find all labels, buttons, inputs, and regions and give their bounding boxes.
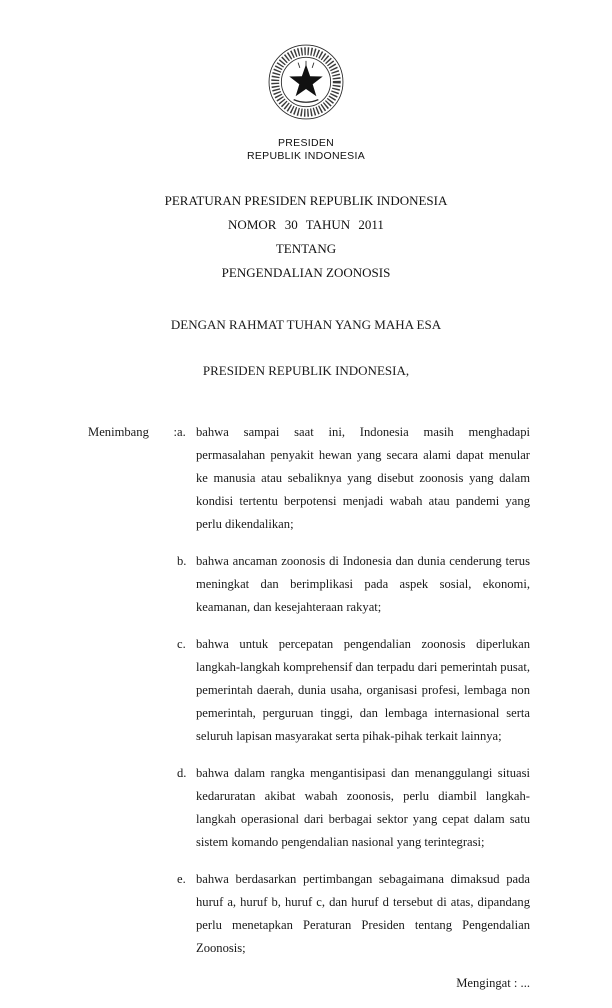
item-text: bahwa dalam rangka mengantisipasi dan menanggulangi situasi kedaruratan akibat wabah zoonosis, perlu diambil langkah-langkah operasional dari berbagai sektor yang cepat dalam satu sistem komando pengendalian nasional yang terintegrasi; — [196, 766, 530, 849]
considering-items — [177, 421, 530, 960]
title-line-subject: PENGENDALIAN ZOONOSIS — [221, 265, 391, 280]
letterhead — [0, 137, 612, 163]
item-letter: a. — [177, 425, 186, 439]
item-letter: d. — [177, 766, 187, 780]
item-text: bahwa ancaman zoonosis di Indonesia dan dunia cenderung terus meningkat dan berimplikasi pada aspek sosial, ekonomi, keamanan, dan kesejahteraan rakyat; — [196, 554, 530, 614]
considering-section — [0, 421, 612, 960]
considering-item-c — [177, 633, 530, 748]
presidential-seal-graphic — [262, 38, 350, 126]
title-line-peraturan: PERATURAN PRESIDEN REPUBLIK INDONESIA — [164, 193, 448, 208]
title-line-tentang: TENTANG — [275, 241, 337, 256]
item-text: bahwa berdasarkan pertimbangan sebagaimana dimaksud pada huruf a, huruf b, huruf c, dan huruf d tersebut di atas, dipandang perlu menetapkan Peraturan Presiden tentang Pengendalian Zoonosis; — [196, 872, 530, 955]
considering-item-d — [177, 762, 530, 854]
item-text: bahwa untuk percepatan pengendalian zoonosis diperlukan langkah-langkah komprehensif dan terpadu dari pemerintah pusat, pemerintah daerah, dunia usaha, organisasi profesi, lembaga non pemerintah, perguruan tinggi, dan lembaga internasional serta seluruh lapisan masyarakat serta pihak-pihak terkait lainnya; — [196, 637, 530, 743]
letterhead-line-republik: REPUBLIK INDONESIA — [246, 150, 365, 162]
considering-label-separator: : — [173, 425, 177, 439]
considering-label — [88, 421, 177, 444]
item-letter: b. — [177, 554, 187, 568]
item-letter: e. — [177, 872, 186, 886]
considering-item-e — [177, 868, 530, 960]
invocation-line: DENGAN RAHMAT TUHAN YANG MAHA ESA — [170, 317, 442, 332]
authority-line: PRESIDEN REPUBLIK INDONESIA, — [202, 363, 410, 378]
considering-label-text: Menimbang — [88, 425, 149, 439]
item-letter: c. — [177, 637, 186, 651]
star-icon — [289, 64, 322, 96]
catchword-mengingat: Mengingat : ... — [456, 976, 530, 990]
regulation-title — [0, 189, 612, 285]
considering-item-b — [177, 550, 530, 619]
presidential-seal — [0, 0, 612, 131]
considering-item-a — [177, 421, 530, 536]
title-line-nomor: NOMOR 30 TAHUN 2011 — [228, 217, 384, 232]
item-text: bahwa sampai saat ini, Indonesia masih menghadapi permasalahan penyakit hewan yang secara alami dapat menular ke manusia atau sebaliknya yang disebut zoonosis yang dalam kondisi tertentu berpotensi menjadi wabah atau pandemi yang perlu dikendalikan; — [196, 425, 530, 531]
letterhead-line-presiden: PRESIDEN — [277, 137, 335, 149]
